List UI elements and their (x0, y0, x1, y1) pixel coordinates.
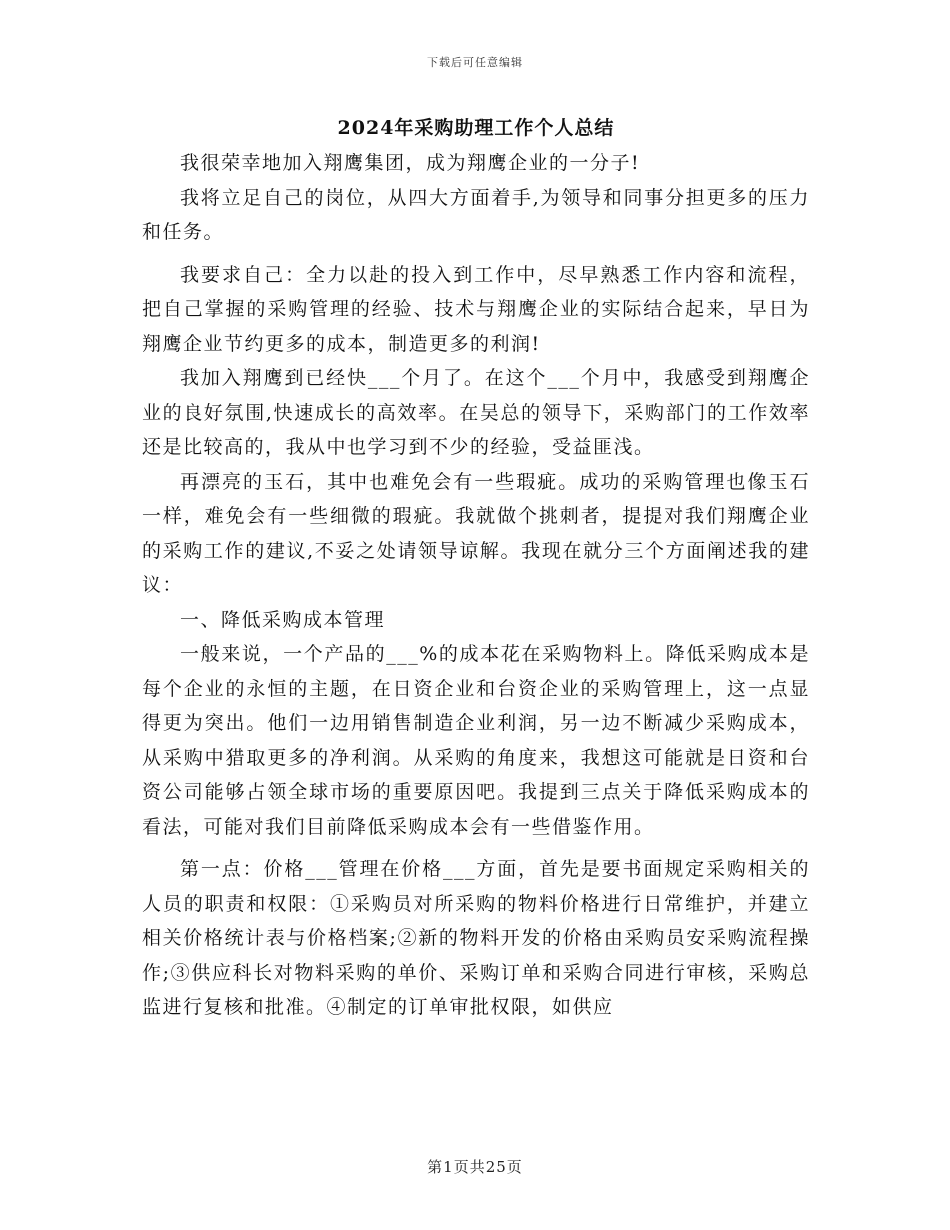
section-heading: 一、降低采购成本管理 (180, 608, 386, 631)
paragraph-2: 我将立足自己的岗位，从四大方面着手,为领导和同事分担更多的压力和任务。 (142, 186, 810, 243)
paragraph-5: 再漂亮的玉石，其中也难免会有一些瑕疵。成功的采购管理也像玉石一样，难免会有一些细微的瑕疵。我就做个挑刺者，提提对我们翔鹰企业的采购工作的建议,不妥之处请领导谅解。我现在就分三个方面阐述我的建议： (142, 470, 810, 596)
document-title: 2024年采购助理工作个人总结 (337, 117, 615, 139)
paragraph-4: 我加入翔鹰到已经快___个月了。在这个___个月中，我感受到翔鹰企业的良好氛围,快速成长的高效率。在吴总的领导下，采购部门的工作效率还是比较高的，我从中也学习到不少的经验，受益匪浅。 (142, 367, 810, 458)
document-body (142, 116, 810, 1025)
page-header: 下载后可任意编辑 (427, 56, 523, 69)
page-footer: 第1页共25页 (427, 1158, 523, 1176)
paragraph-1: 我很荣幸地加入翔鹰集团，成为翔鹰企业的一分子! (180, 152, 641, 174)
paragraph-7: 第一点：价格___管理在价格___方面，首先是要书面规定采购相关的人员的职责和权限：①采购员对所采购的物料价格进行日常维护，并建立相关价格统计表与价格档案;②新的物料开发的价格由采购员安采购流程操作;③供应科长对物料采购的单价、采购订单和采购合同进行审核，采购总监进行复核和批准。④制定的订单审批权限，如供应 (142, 858, 810, 1018)
paragraph-6: 一般来说，一个产品的___%的成本花在采购物料上。降低采购成本是每个企业的永恒的主题，在日资企业和台资企业的采购管理上，这一点显得更为突出。他们一边用销售制造企业利润，另一边不断减少采购成本，从采购中猎取更多的净利润。从采购的角度来，我想这可能就是日资和台资公司能够占领全球市场的重要原因吧。我提到三点关于降低采购成本的看法，可能对我们目前降低采购成本会有一些借鉴作用。 (142, 643, 810, 838)
paragraph-3: 我要求自己：全力以赴的投入到工作中，尽早熟悉工作内容和流程，把自己掌握的采购管理的经验、技术与翔鹰企业的实际结合起来，早日为翔鹰企业节约更多的成本，制造更多的利润! (142, 263, 810, 355)
